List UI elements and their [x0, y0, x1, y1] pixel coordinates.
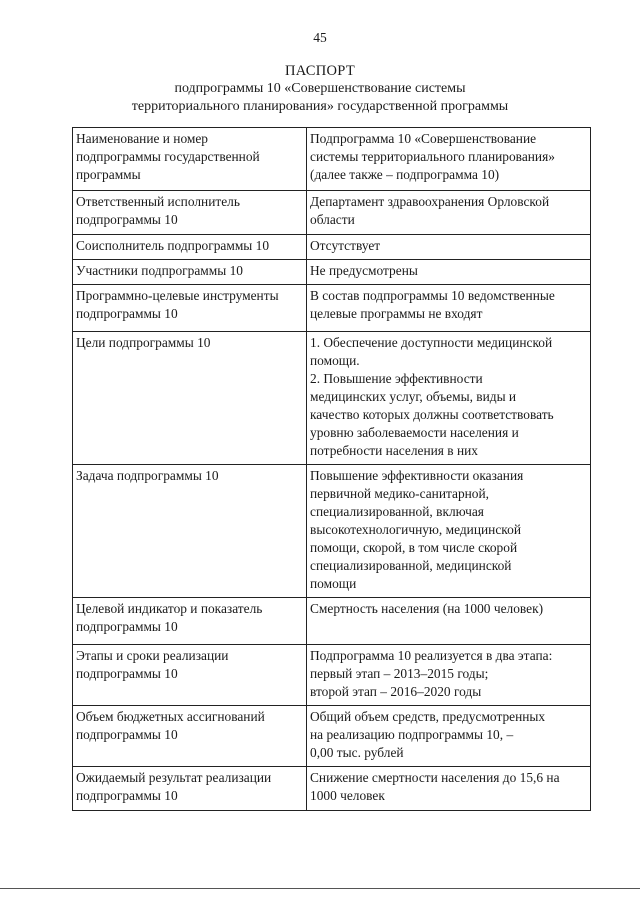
cell-line: подпрограммы 10	[76, 666, 178, 681]
cell-line: Не предусмотрены	[310, 263, 418, 278]
cell-line: качество которых должны соответствовать	[310, 407, 554, 422]
row-value-cell	[307, 598, 591, 645]
cell-line: системы территориального планирования»	[310, 149, 555, 164]
subtitle-line: территориального планирования» государственной программы	[131, 99, 509, 114]
row-label-cell	[73, 128, 307, 191]
cell-line: 1. Обеспечение доступности медицинской	[310, 335, 553, 350]
table-row	[73, 191, 591, 235]
cell-line: Снижение смертности населения до 15,6 на	[310, 770, 560, 785]
cell-line: специализированной, включая	[310, 504, 484, 519]
cell-line: Объем бюджетных ассигнований	[76, 709, 265, 724]
table-row	[73, 285, 591, 332]
cell-line: программы	[76, 167, 141, 182]
cell-line: Смертность населения (на 1000 человек)	[310, 601, 544, 616]
table-row	[73, 598, 591, 645]
cell-line: области	[310, 212, 355, 227]
cell-line: Соисполнитель подпрограммы 10	[76, 238, 270, 253]
row-value-cell	[307, 465, 591, 598]
row-label-cell	[73, 645, 307, 706]
row-label-cell	[73, 260, 307, 285]
cell-line: помощи	[310, 576, 357, 591]
cell-line: уровню заболеваемости населения и	[310, 425, 519, 440]
cell-line: целевые программы не входят	[310, 306, 483, 321]
subtitle-line: подпрограммы 10 «Совершенствование системы	[174, 81, 466, 96]
table-row	[73, 235, 591, 260]
row-value-cell	[307, 706, 591, 767]
cell-line: Повышение эффективности оказания	[310, 468, 524, 483]
cell-line: подпрограммы 10	[76, 788, 178, 803]
bottom-rule	[0, 888, 640, 889]
row-value-cell	[307, 235, 591, 260]
row-label-cell	[73, 465, 307, 598]
cell-line: Цели подпрограммы 10	[76, 335, 211, 350]
cell-line: медицинских услуг, объемы, виды и	[310, 389, 517, 404]
row-label-cell	[73, 191, 307, 235]
cell-line: Наименование и номер	[76, 131, 209, 146]
cell-line: Общий объем средств, предусмотренных	[310, 709, 546, 724]
cell-line: потребности населения в них	[310, 443, 478, 458]
cell-line: 1000 человек	[310, 788, 385, 803]
cell-line: специализированной, медицинской	[310, 558, 512, 573]
row-label-cell	[73, 767, 307, 811]
cell-line: Задача подпрограммы 10	[76, 468, 219, 483]
cell-line: высокотехнологичную, медицинской	[310, 522, 521, 537]
cell-line: подпрограммы государственной	[76, 149, 260, 164]
table-row	[73, 128, 591, 191]
cell-line: (далее также – подпрограмма 10)	[310, 167, 500, 182]
cell-line: 2. Повышение эффективности	[310, 371, 483, 386]
table-row	[73, 645, 591, 706]
cell-line: помощи.	[310, 353, 360, 368]
table-row	[73, 706, 591, 767]
table-row	[73, 332, 591, 465]
row-value-cell	[307, 332, 591, 465]
row-label-cell	[73, 598, 307, 645]
document-title: ПАСПОРТ	[284, 63, 356, 79]
cell-line: подпрограммы 10	[76, 619, 178, 634]
table-row	[73, 260, 591, 285]
page-number: 45	[313, 30, 327, 45]
cell-line: второй этап – 2016–2020 годы	[310, 684, 482, 699]
cell-line: подпрограммы 10	[76, 306, 178, 321]
row-label-cell	[73, 235, 307, 260]
passport-table-body	[73, 128, 591, 811]
cell-line: Участники подпрограммы 10	[76, 263, 243, 278]
row-label-cell	[73, 332, 307, 465]
cell-line: Подпрограмма 10 «Совершенствование	[310, 131, 537, 146]
row-value-cell	[307, 285, 591, 332]
cell-line: Этапы и сроки реализации	[76, 648, 229, 663]
row-value-cell	[307, 128, 591, 191]
cell-line: Подпрограмма 10 реализуется в два этапа:	[310, 648, 553, 663]
cell-line: Ожидаемый результат реализации	[76, 770, 272, 785]
cell-line: 0,00 тыс. рублей	[310, 745, 404, 760]
row-value-cell	[307, 767, 591, 811]
document-subtitle	[0, 80, 640, 116]
cell-line: Программно-целевые инструменты	[76, 288, 279, 303]
cell-line: на реализацию подпрограммы 10, –	[310, 727, 514, 742]
row-value-cell	[307, 191, 591, 235]
cell-line: Департамент здравоохранения Орловской	[310, 194, 550, 209]
cell-line: первый этап – 2013–2015 годы;	[310, 666, 489, 681]
row-label-cell	[73, 706, 307, 767]
cell-line: Отсутствует	[310, 238, 381, 253]
cell-line: В состав подпрограммы 10 ведомственные	[310, 288, 555, 303]
table-row	[73, 465, 591, 598]
cell-line: Ответственный исполнитель	[76, 194, 240, 209]
cell-line: подпрограммы 10	[76, 212, 178, 227]
row-value-cell	[307, 645, 591, 706]
table-row	[73, 767, 591, 811]
cell-line: помощи, скорой, в том числе скорой	[310, 540, 518, 555]
passport-table	[72, 127, 591, 811]
row-label-cell	[73, 285, 307, 332]
row-value-cell	[307, 260, 591, 285]
cell-line: Целевой индикатор и показатель	[76, 601, 263, 616]
cell-line: первичной медико-санитарной,	[310, 486, 490, 501]
cell-line: подпрограммы 10	[76, 727, 178, 742]
